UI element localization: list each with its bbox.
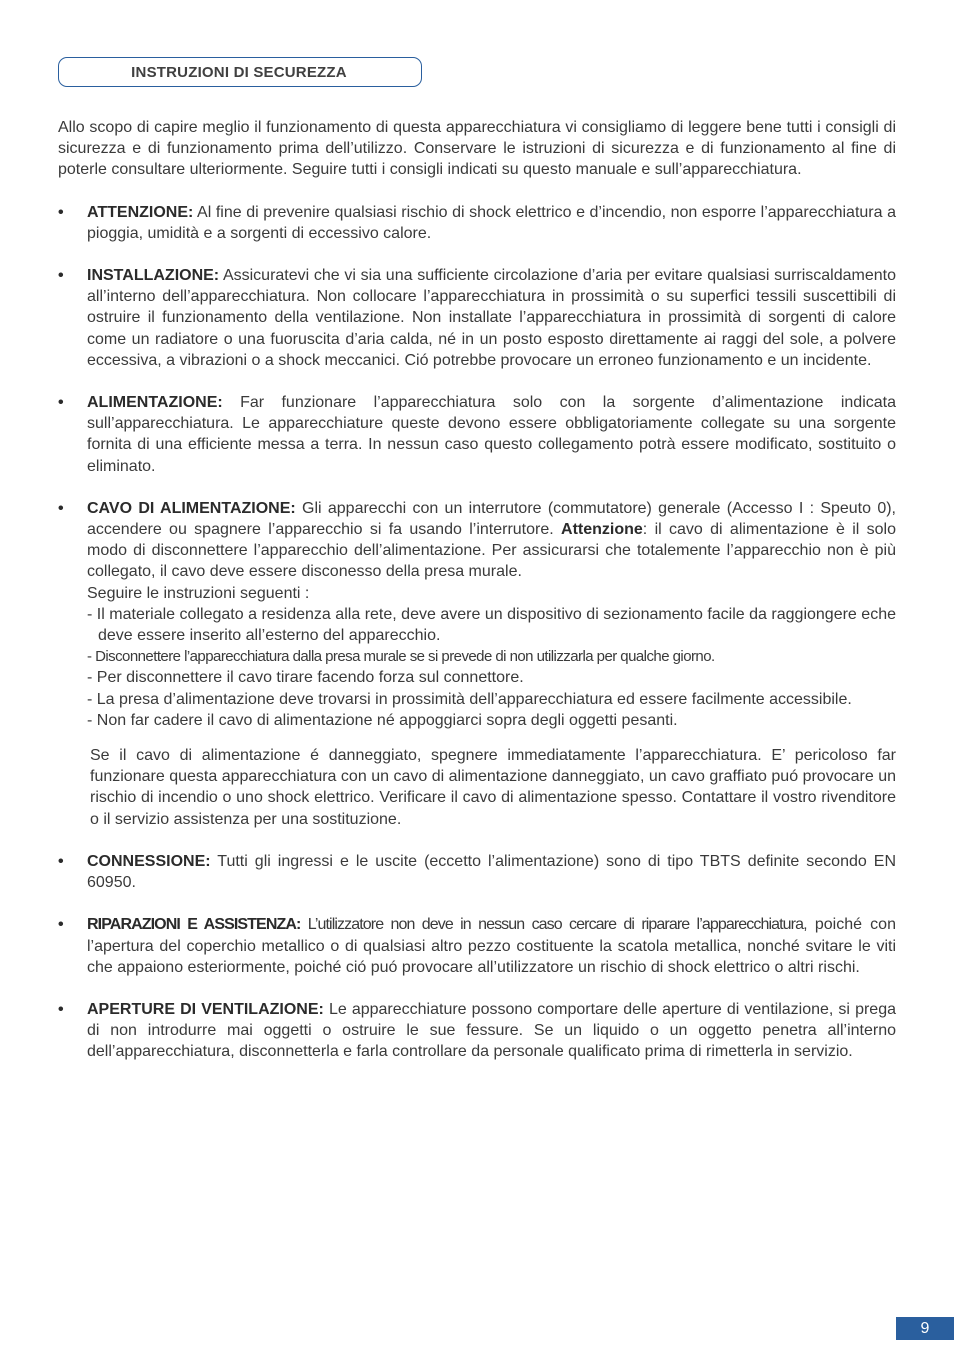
bullet-icon: • [58, 1000, 64, 1018]
item-connessione [58, 851, 896, 893]
item-label: INSTALLAZIONE: [87, 267, 220, 285]
item-alimentazione [58, 392, 896, 477]
item-label: ALIMENTAZIONE: [87, 394, 223, 412]
item-body: L’utilizzatore non deve in nessun caso cercare di riparare l’apparecchiatura, [300, 916, 807, 934]
item-body-2: : il cavo di alimentazione è il solo modo di disconnettere l’apparecchio dell’alimentazione. Per assicurarsi che totalemente l’apparecchio non è più collegato, il cavo deve essere disconesso della presa murale. [87, 521, 896, 581]
cavo-sub-item-2: - Disconnettere l’apparecchiatura dalla presa murale se si prevede di non utilizzarla per qualche giorno. [87, 648, 715, 666]
item-installazione [58, 265, 896, 371]
item-attenzione-text [87, 202, 896, 244]
bullet-icon: • [58, 267, 64, 285]
item-label-attenzione: Attenzione [561, 521, 643, 539]
bullet-icon: • [58, 916, 64, 934]
item-installazione-text [87, 265, 896, 371]
intro-paragraph: Allo scopo di capire meglio il funzionamento di questa apparecchiatura vi consigliamo di leggere bene tutti i consigli di sicurezza e di funzionamento prima dell’utilizzo. Conservare le istruzioni di sicurezza e di funzionamento al fine di poterle consultare ulteriormente. Seguire tutti i consigli indicati su questo manuale e sull’apparecchiatura. [58, 119, 896, 179]
cavo-sub-item-3: - Per disconnettere il cavo tirare facendo forza sul connettore. [87, 669, 524, 687]
cavo-sub-item-4: - La presa d’alimentazione deve trovarsi in prossimità dell’apparecchiatura ed essere facilmente accessibile. [87, 690, 852, 708]
bullet-icon: • [58, 852, 64, 870]
item-riparazioni-text [87, 914, 896, 978]
item-aperture [58, 999, 896, 1063]
item-label: ATTENZIONE: [87, 203, 194, 221]
item-body: Far funzionare l’apparecchiatura solo con la sorgente d’alimentazione indicata sull’apparecchiatura. Le apparecchiature queste devono essere obbligatoriamente collegate su una sorgente fornita di una efficiente messa a terra. In nessun caso questo collegamento potrà essere modificato, sostituito o eliminato. [87, 394, 896, 475]
item-label: CONNESSIONE: [87, 852, 211, 870]
item-alimentazione-text [87, 392, 896, 477]
item-label: CAVO DI ALIMENTAZIONE: [87, 499, 296, 517]
section-title-box [58, 57, 422, 87]
item-aperture-text [87, 999, 896, 1063]
cavo-sub-item-5: - Non far cadere il cavo di alimentazione né appoggiarci sopra degli oggetti pesanti. [87, 711, 678, 729]
section-title: INSTRUZIONI DI SECUREZZA [131, 63, 347, 81]
item-attenzione [58, 202, 896, 244]
item-label: APERTURE DI VENTILAZIONE: [87, 1000, 324, 1018]
item-label: RIPARAZIONI E ASSISTENZA: [87, 916, 301, 934]
document-body [58, 117, 896, 1084]
item-cavo-text [87, 498, 896, 583]
item-body: Le apparecchiature possono comportare delle aperture di ventilazione, si prega di non introdurre mai oggetti o ostruire le sue fessure. Se un liquido o un oggetto penetra all’interno dell’apparecchiatura, disconnetterla e farla controllare da personale qualificato prima di rimetterla in servizio. [87, 1000, 896, 1061]
item-body-2: poiché con l’apertura del coperchio metallico o di qualsiasi altro pezzo costituente la scatola metallica, nonché svitare le viti che appaiono esteriormente, poiché ció puó provocare all’utilizzatore un rischio di shock elettrico o altri rischi. [87, 916, 896, 976]
bullet-icon: • [58, 394, 64, 412]
cavo-follow-text: Seguire le instruzioni seguenti : [87, 584, 310, 602]
item-connessione-text [87, 851, 896, 893]
item-cavo [58, 498, 896, 830]
item-riparazioni [58, 914, 896, 978]
item-body: Assicuratevi che vi sia una sufficiente circolazione d’aria per evitare qualsiasi surriscaldamento all’interno dell’apparecchiatura. Non collocare l’apparecchiatura in prossimità o su superfici tessili suscettibili di ostruire il funzionamento della ventilazione. Non installate l’apparecchiatura in prossimità di sorgenti di calore come un radiatore o una fuoruscita d’aria calda, né in un posto esposto direttamente ai raggi del sole, a polvere eccessiva, a vibrazioni o a shock meccanici. Ció potrebbe provocare un erroneo funzionamento e un incidente. [87, 267, 896, 369]
cavo-warning-paragraph: Se il cavo di alimentazione é danneggiato, spegnere immediatamente l’apparecchiatura. E’ pericoloso far funzionare questa apparecchiatura con un cavo di alimentazione danneggiato, un cavo graffiato puó provocare un rischio di incendio o uno shock elettrico. Verificare il cavo di alimentazione spesso. Contattare il vostro rivenditore o il servizio assistenza per una sostituzione. [90, 747, 896, 828]
item-body: Gli apparecchi con un interrutore (commutatore) generale (Accesso I : Speuto 0), accendere ou spagnere l’apparecchio si fa usando l’interrutore. [87, 499, 896, 539]
page-number: 9 [896, 1317, 954, 1340]
item-body: Al fine di prevenire qualsiasi rischio di shock elettrico e d’incendio, non esporre l’apparecchiatura a pioggia, umidità e a sorgenti di eccessivo calore. [87, 203, 896, 242]
item-body: Tutti gli ingressi e le uscite (eccetto l’alimentazione) sono di tipo TBTS definite secondo EN 60950. [87, 852, 896, 892]
bullet-icon: • [58, 203, 64, 221]
cavo-sub-item-1: - Il materiale collegato a residenza alla rete, deve avere un dispositivo di sezionamento facile da raggiongere eche deve essere inserito all’esterno del apparecchio. [87, 605, 896, 645]
bullet-icon: • [58, 499, 64, 517]
